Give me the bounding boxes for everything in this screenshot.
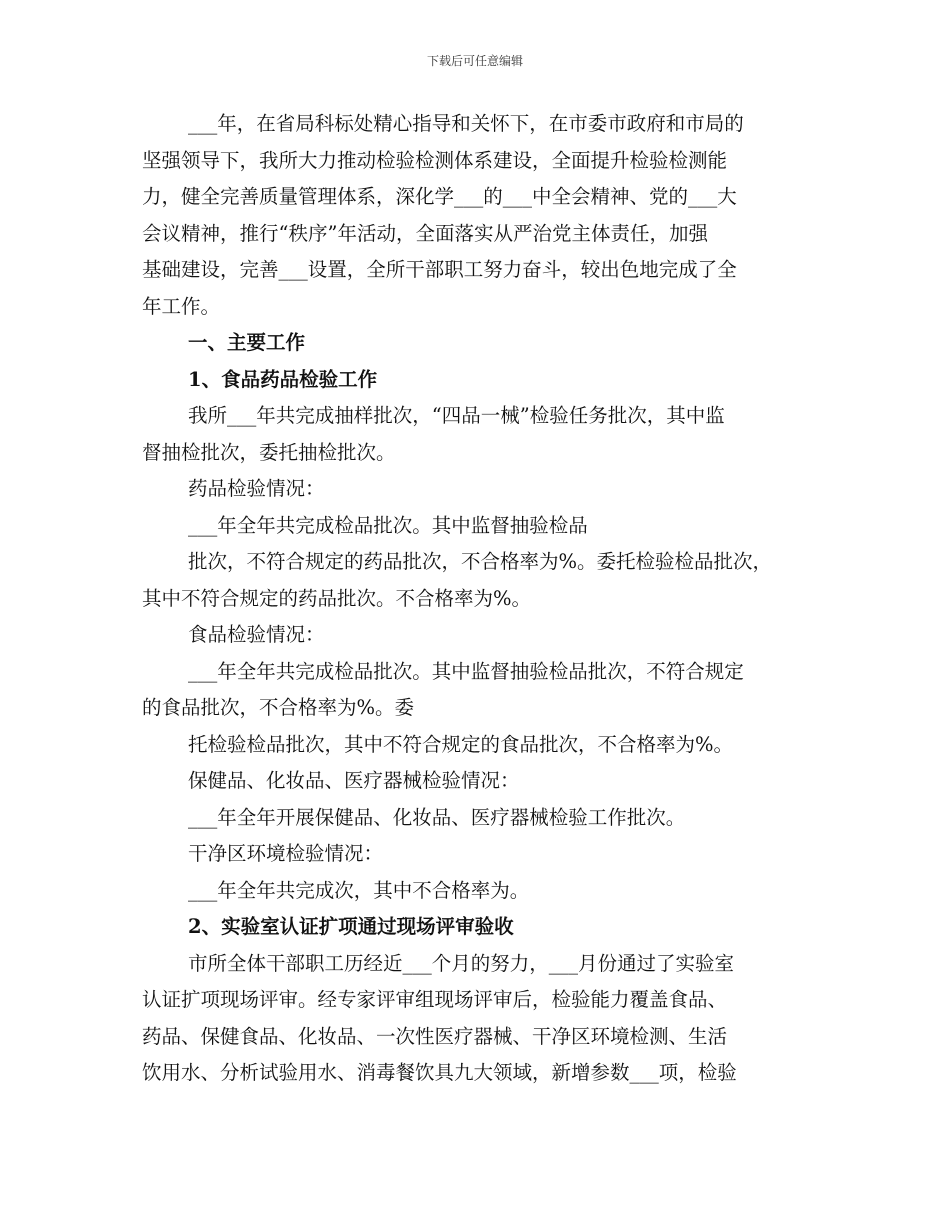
paragraph-line: 力，健全完善质量管理体系，深化学___的___中全会精神、党的___大 xyxy=(142,185,737,208)
paragraph-line: 托检验检品批次，其中不符合规定的食品批次，不合格率为%。 xyxy=(188,732,734,756)
paragraph-line: 我所___年共完成抽样批次，“四品一械”检验任务批次，其中监 xyxy=(188,404,725,427)
paragraph-line: 年工作。 xyxy=(142,294,221,318)
section-heading: 1、食品药品检验工作 xyxy=(188,367,378,391)
paragraph-line: ___年全年开展保健品、化妆品、医疗器械检验工作批次。 xyxy=(188,805,686,829)
paragraph-line: ___年，在省局科标处精心指导和关怀下，在市委市政府和市局的 xyxy=(188,112,744,135)
paragraph-line: 基础建设，完善___设置，全所干部职工努力奋斗，较出色地完成了全 xyxy=(142,258,737,281)
paragraph-line: 批次，不符合规定的药品批次，不合格率为%。委托检验检品批次， xyxy=(188,550,773,573)
paragraph-line: 保健品、化妆品、医疗器械检验情况： xyxy=(188,769,520,792)
paragraph-line: ___年全年共完成次，其中不合格率为。 xyxy=(188,878,530,902)
paragraph-line: 药品、保健食品、化妆品、一次性医疗器械、干净区环境检测、生活 xyxy=(142,1024,728,1048)
paragraph-line: ___年全年共完成检品批次。其中监督抽验检品 xyxy=(188,513,588,537)
paragraph-line: 食品检验情况： xyxy=(188,623,325,646)
paragraph-line: 坚强领导下，我所大力推动检验检测体系建设，全面提升检验检测能 xyxy=(142,148,728,172)
paragraph-line: 其中不符合规定的药品批次。不合格率为%。 xyxy=(142,586,532,610)
paragraph-line: 会议精神，推行“秩序”年活动，全面落实从严治党主体责任，加强 xyxy=(142,221,708,245)
paragraph-line: 干净区环境检验情况： xyxy=(188,842,384,865)
paragraph-line: 督抽检批次，委托抽检批次。 xyxy=(142,440,396,464)
paragraph-line: ___年全年共完成检品批次。其中监督抽验检品批次，不符合规定 xyxy=(188,659,744,683)
paragraph-line: 市所全体干部职工历经近___个月的努力，___月份通过了实验室 xyxy=(188,951,735,975)
section-heading: 2、实验室认证扩项通过现场评审验收 xyxy=(188,915,514,938)
paragraph-line: 认证扩项现场评审。经专家评审组现场评审后，检验能力覆盖食品、 xyxy=(142,988,728,1011)
paragraph-line: 的食品批次，不合格率为%。委 xyxy=(142,696,415,719)
page-header-note: 下载后可任意编辑 xyxy=(426,54,523,68)
document-body xyxy=(142,106,814,1092)
section-heading: 一、主要工作 xyxy=(188,331,306,354)
paragraph-line: 药品检验情况： xyxy=(188,477,325,500)
paragraph-line: 饮用水、分析试验用水、消毒餐饮具九大领域，新增参数___项，检验 xyxy=(142,1061,737,1084)
